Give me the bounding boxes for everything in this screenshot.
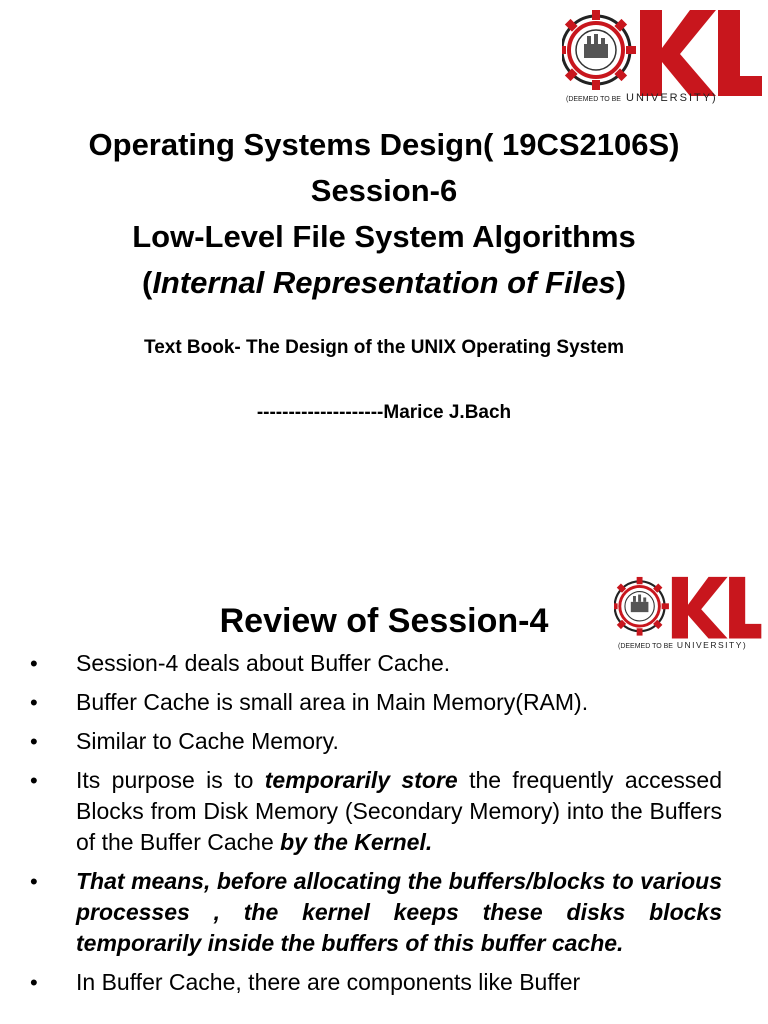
bullet-text: the frequently accessed Blocks from Disk Memory (Secondary Memory) into the Buffers of the Buffer Cache	[76, 767, 722, 855]
list-item	[30, 967, 722, 998]
bullet-dot: •	[30, 729, 38, 754]
review-title: Review of Session-4	[219, 602, 549, 640]
bullet-dot: •	[30, 651, 38, 676]
course-title: Operating Systems Design( 19CS2106S)	[88, 127, 680, 162]
textbook-reference: Text Book- The Design of the UNIX Operating System	[144, 337, 624, 358]
logo-tagline	[566, 92, 718, 104]
subtopic-open-paren: (	[141, 265, 153, 300]
list-item	[30, 726, 722, 757]
title-block	[0, 122, 768, 306]
bullet-emphasis-text: That means, before allocating the buffers/blocks to various processes , the kernel keeps these disks blocks temporarily inside the buffers of this buffer cache.	[76, 868, 722, 956]
kl-logo-graphic	[562, 4, 762, 104]
bullet-dot: •	[30, 768, 38, 793]
kl-university-logo	[562, 4, 762, 104]
logo-tagline-main-2: UNIVERSITY)	[676, 640, 748, 650]
logo-tagline-small-2: (DEEMED TO BE	[618, 643, 673, 650]
bullet-text: Its purpose is to	[76, 767, 265, 793]
list-item	[30, 648, 722, 679]
list-item	[30, 687, 722, 718]
bullet-text: Session-4 deals about Buffer Cache.	[76, 650, 451, 676]
subtopic-close-paren: )	[615, 265, 627, 300]
bullet-emphasis: by the Kernel.	[280, 829, 433, 855]
bullet-list	[30, 648, 722, 1006]
bullet-text: Buffer Cache is small area in Main Memory(RAM).	[76, 689, 589, 715]
session-title: Session-6	[310, 173, 458, 208]
bullet-text: Similar to Cache Memory.	[76, 728, 339, 754]
logo-tagline-small: (DEEMED TO BE	[566, 96, 621, 103]
topic-title: Low-Level File System Algorithms	[132, 219, 636, 254]
logo-tagline-main: UNIVERSITY)	[626, 92, 718, 104]
bullet-dot: •	[30, 869, 38, 894]
author-line: --------------------Marice J.Bach	[256, 402, 512, 423]
bullet-dot: •	[30, 970, 38, 995]
bullet-text: In Buffer Cache, there are components like Buffer	[76, 969, 581, 995]
list-item	[30, 866, 722, 959]
bullet-emphasis: temporarily store	[264, 767, 458, 793]
bullet-dot: •	[30, 690, 38, 715]
subtopic-text: Internal Representation of Files	[152, 265, 616, 300]
subtopic-title	[0, 260, 768, 306]
list-item	[30, 765, 722, 858]
